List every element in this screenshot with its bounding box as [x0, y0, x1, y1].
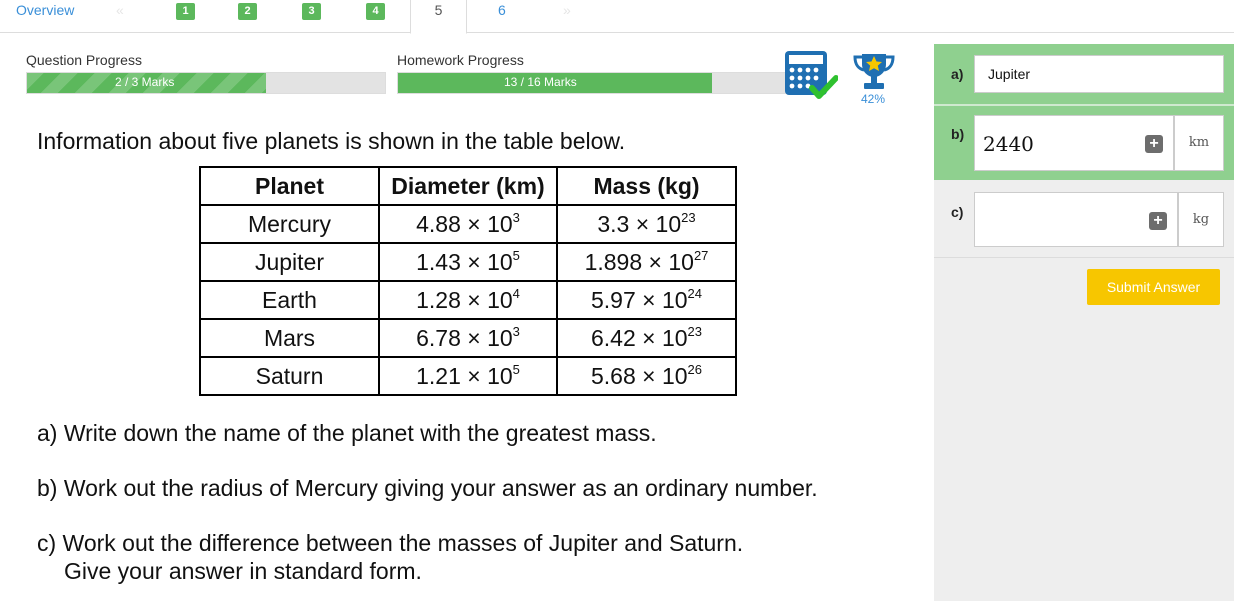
- answer-row-c: [934, 180, 1234, 258]
- cell-diameter: [379, 281, 557, 319]
- tab-next-arrow[interactable]: »: [563, 2, 571, 18]
- answer-c-input[interactable]: [974, 192, 1178, 247]
- cell-diameter: [379, 319, 557, 357]
- homework-progress-label: Homework Progress: [397, 52, 524, 68]
- mass-base: 5.68 × 10: [590, 363, 688, 389]
- cell-mass: [557, 357, 736, 395]
- diameter-base: 1.21 × 10: [416, 363, 513, 389]
- header-diameter: Diameter (km): [379, 167, 557, 205]
- mass-exponent: 23: [687, 324, 703, 339]
- cell-planet: Saturn: [200, 357, 379, 395]
- diameter-exponent: 4: [512, 286, 520, 301]
- question-progress-label: Question Progress: [26, 52, 142, 68]
- cell-diameter: [379, 243, 557, 281]
- tab-question-5-label: 5: [434, 2, 443, 18]
- header-mass: Mass (kg): [557, 167, 736, 205]
- tab-question-2[interactable]: 2: [238, 3, 257, 20]
- diameter-base: 6.78 × 10: [416, 325, 513, 351]
- answer-b-input[interactable]: [974, 115, 1174, 171]
- question-progress-text: 2 / 3 Marks: [115, 75, 175, 89]
- diameter-base: 1.28 × 10: [416, 287, 513, 313]
- table-row: [200, 205, 736, 243]
- diameter-base: 4.88 × 10: [416, 211, 513, 237]
- mass-exponent: 27: [693, 248, 709, 263]
- cell-diameter: [379, 205, 557, 243]
- answer-a-input[interactable]: [974, 55, 1224, 93]
- mass-exponent: 26: [687, 362, 703, 377]
- diameter-exponent: 5: [512, 362, 520, 377]
- tab-prev-arrow[interactable]: «: [116, 2, 124, 18]
- cell-planet: Mars: [200, 319, 379, 357]
- mass-base: 6.42 × 10: [590, 325, 688, 351]
- table-header-row: [200, 167, 736, 205]
- answer-row-b: [934, 104, 1234, 180]
- diameter-base: 1.43 × 10: [416, 249, 513, 275]
- tab-question-6[interactable]: 6: [498, 2, 506, 18]
- answer-c-label: c): [951, 204, 964, 220]
- trophy-percent: 42%: [861, 92, 886, 106]
- cell-mass: [557, 243, 736, 281]
- table-row: [200, 243, 736, 281]
- diameter-exponent: 5: [512, 248, 520, 263]
- answer-a-label: a): [951, 66, 964, 82]
- question-part-c-line2: Give your answer in standard form.: [64, 558, 422, 584]
- tab-question-3[interactable]: 3: [302, 3, 321, 20]
- question-part-b: b) Work out the radius of Mercury giving your answer as an ordinary number.: [37, 475, 818, 501]
- tab-question-5-active[interactable]: [410, 0, 467, 34]
- table-row: [200, 357, 736, 395]
- question-intro: Information about five planets is shown in the table below.: [37, 128, 626, 154]
- submit-answer-button[interactable]: Submit Answer: [1087, 269, 1220, 305]
- cell-planet: Mercury: [200, 205, 379, 243]
- answer-a-value: Jupiter: [988, 66, 1031, 82]
- plus-icon[interactable]: +: [1149, 212, 1167, 230]
- mass-base: 1.898 × 10: [584, 249, 694, 275]
- mass-exponent: 24: [687, 286, 703, 301]
- diameter-exponent: 3: [512, 210, 520, 225]
- answer-b-unit: km: [1174, 115, 1224, 171]
- cell-planet: Earth: [200, 281, 379, 319]
- trophy-icon[interactable]: [852, 50, 896, 92]
- tab-question-4[interactable]: 4: [366, 3, 385, 20]
- cell-mass: [557, 281, 736, 319]
- question-part-a: a) Write down the name of the planet with the greatest mass.: [37, 420, 657, 446]
- answer-c-unit: kg: [1178, 192, 1224, 247]
- planet-table: [199, 166, 737, 396]
- homework-progress-text: 13 / 16 Marks: [504, 75, 577, 89]
- question-part-c: c) Work out the difference between the masses of Jupiter and Saturn.: [37, 530, 744, 556]
- cell-mass: [557, 319, 736, 357]
- cell-mass: [557, 205, 736, 243]
- mass-exponent: 23: [681, 210, 696, 225]
- table-row: [200, 319, 736, 357]
- table-row: [200, 281, 736, 319]
- calculator-allowed-icon[interactable]: [784, 50, 838, 102]
- answer-b-label: b): [951, 126, 965, 142]
- homework-progress-bar: [397, 72, 786, 94]
- tab-bar: [0, 0, 1234, 33]
- question-progress-bar: [26, 72, 386, 94]
- mass-base: 5.97 × 10: [590, 287, 688, 313]
- header-planet: Planet: [200, 167, 379, 205]
- diameter-exponent: 3: [512, 324, 520, 339]
- cell-diameter: [379, 357, 557, 395]
- answer-b-value: 2440: [983, 132, 1034, 156]
- answer-row-a: [934, 44, 1234, 104]
- mass-base: 3.3 × 10: [597, 211, 682, 237]
- cell-planet: Jupiter: [200, 243, 379, 281]
- tab-question-1[interactable]: 1: [176, 3, 195, 20]
- tab-overview[interactable]: Overview: [16, 2, 75, 18]
- plus-icon[interactable]: +: [1145, 135, 1163, 153]
